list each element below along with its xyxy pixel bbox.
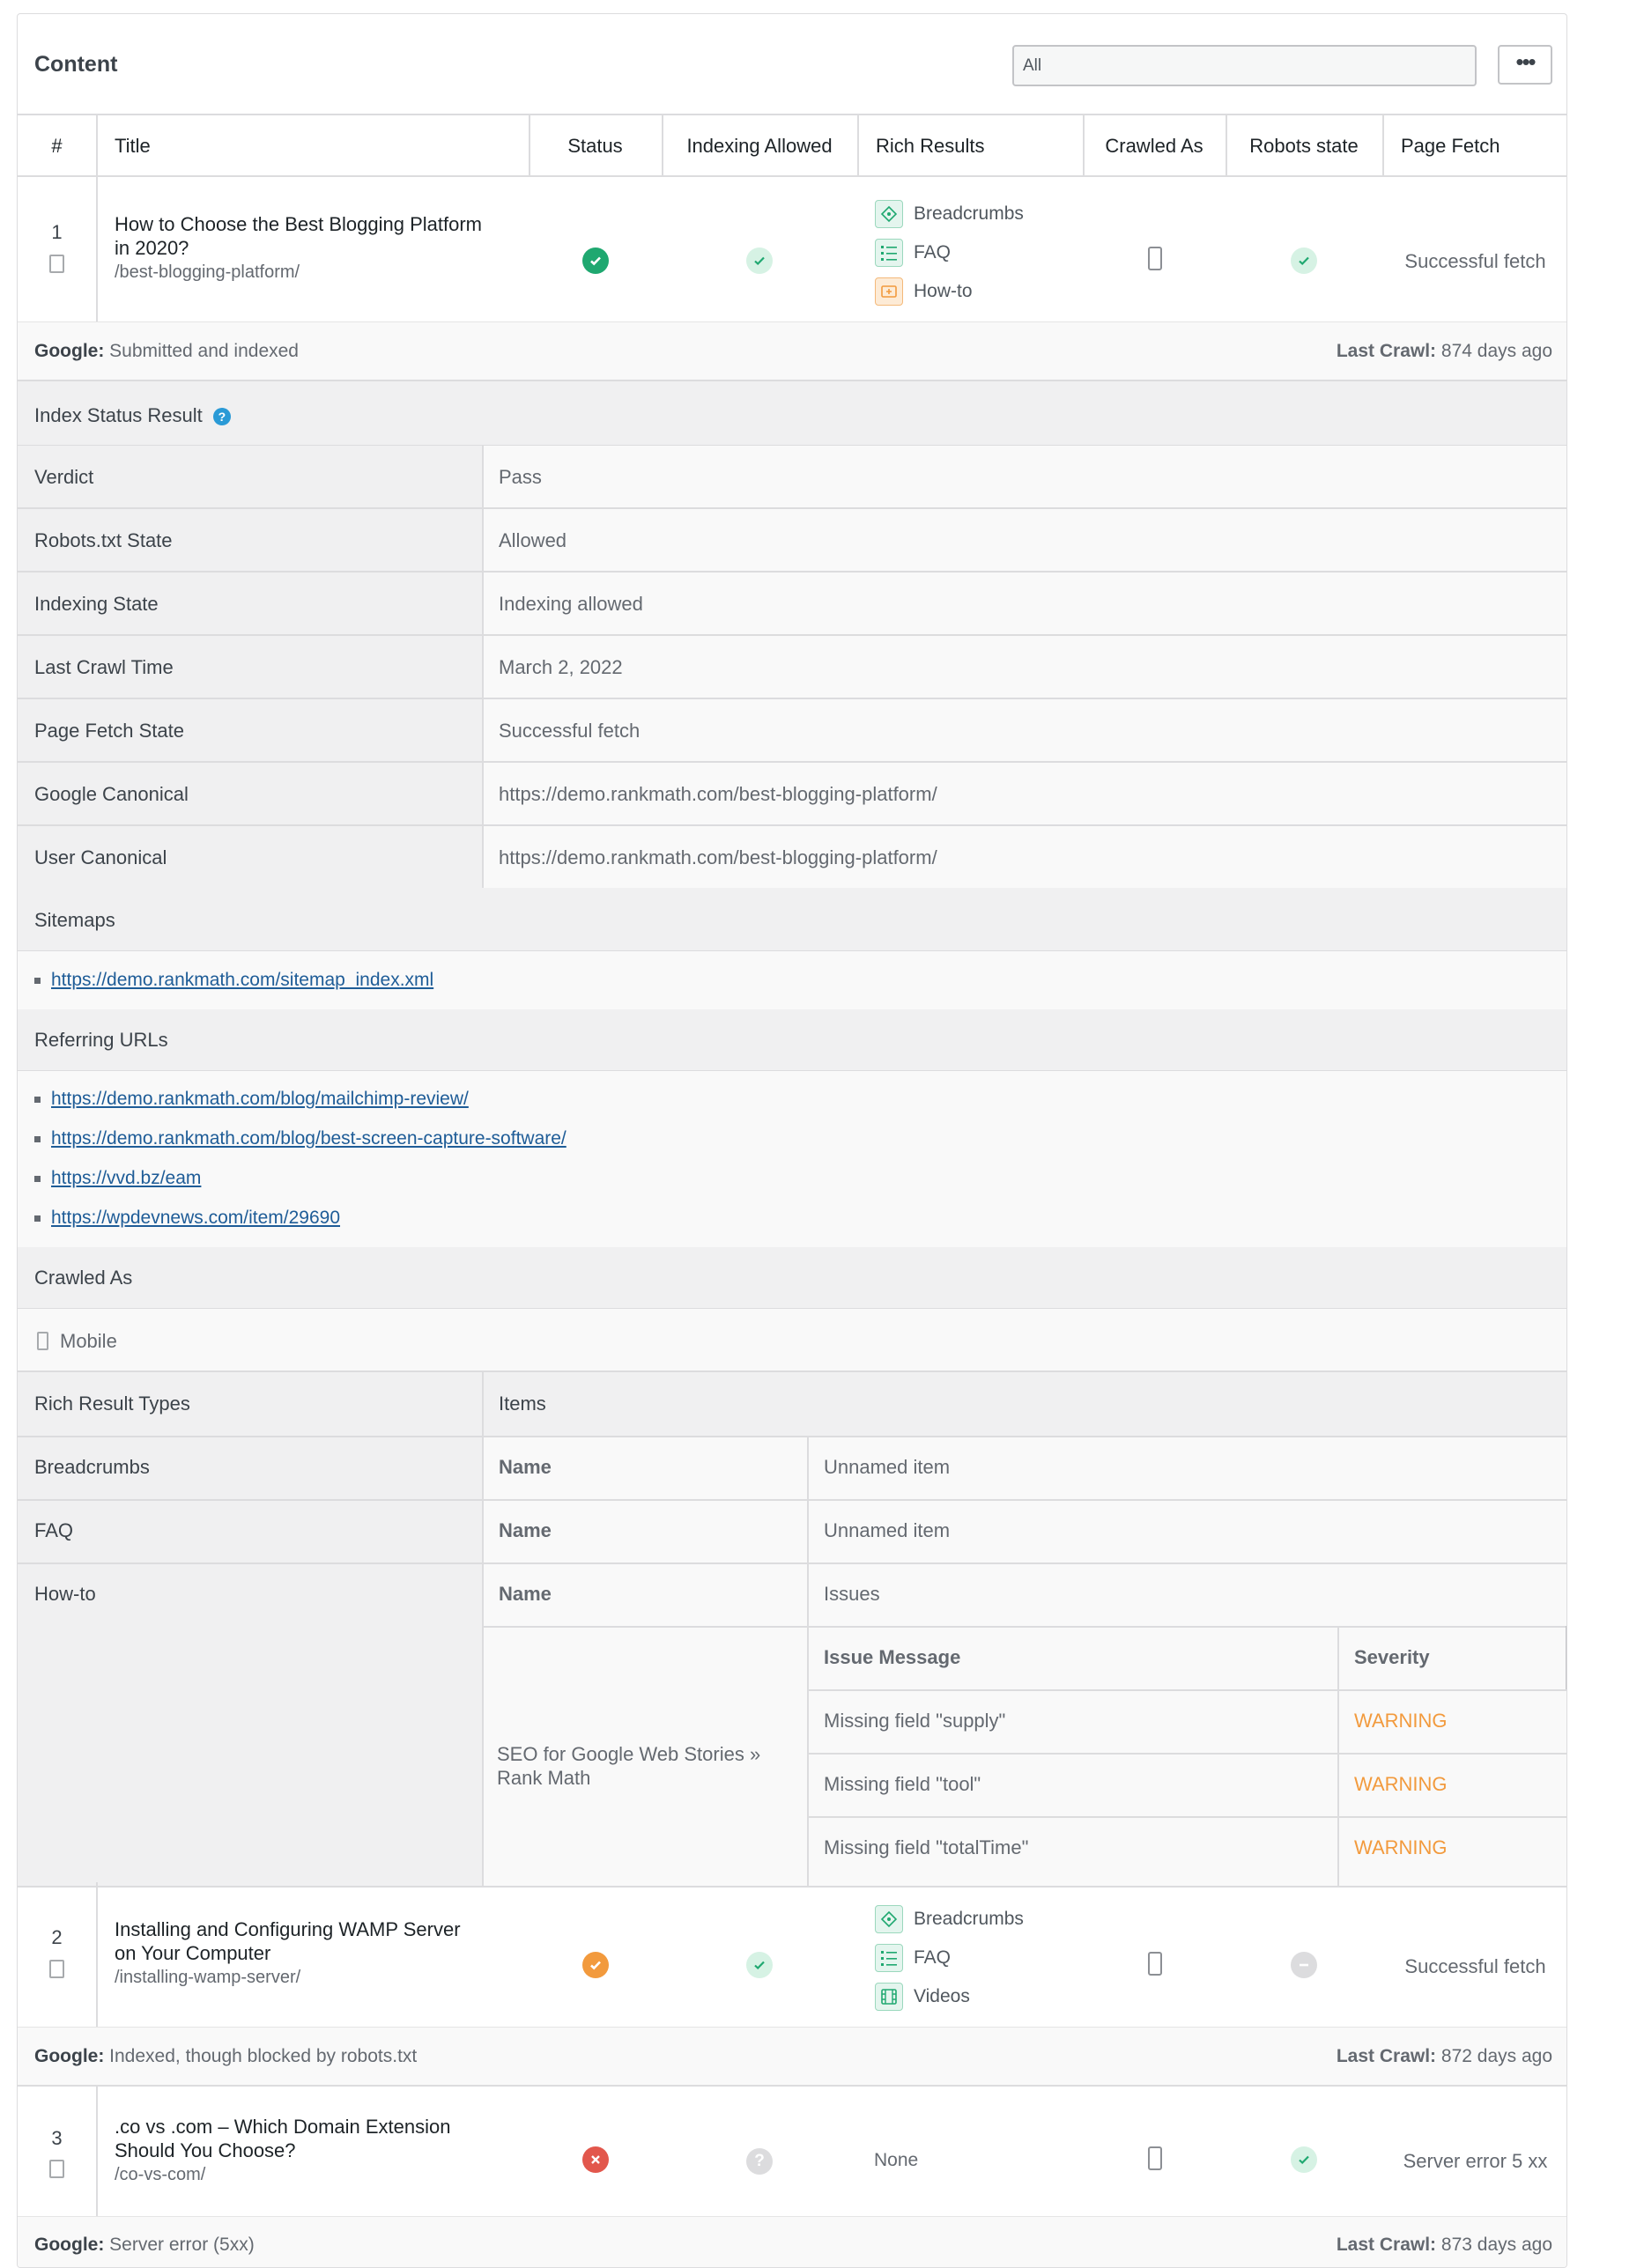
indexing-allowed-check-icon	[746, 247, 773, 274]
post-path: /co-vs-com/	[115, 2165, 206, 2184]
last-crawl	[1337, 2046, 1552, 2067]
content-panel	[17, 13, 1567, 2268]
post-title-line: Should You Choose?	[115, 2139, 296, 2161]
rich-type-label: Breadcrumbs	[34, 1456, 150, 1478]
post-title[interactable]	[115, 212, 520, 260]
video-icon	[875, 1983, 903, 2011]
rich-result-label: FAQ	[914, 242, 952, 262]
last-crawl-value: 874 days ago	[1440, 341, 1552, 361]
rich-type-label: FAQ	[34, 1519, 74, 1541]
page-fetch-value: Successful fetch	[1404, 1955, 1546, 1977]
field-label: Indexing State	[34, 593, 159, 615]
rich-result-label: Breadcrumbs	[914, 1909, 1024, 1929]
row-number: 1	[51, 221, 63, 243]
table-row[interactable]	[18, 1882, 1567, 2028]
field-value: https://demo.rankmath.com/best-blogging-platform/	[499, 783, 937, 805]
item-name-label: Name	[499, 1519, 552, 1541]
referring-url-item	[34, 1128, 567, 1149]
severity-badge: WARNING	[1354, 1773, 1448, 1795]
referring-url-link[interactable]: https://demo.rankmath.com/blog/mailchimp-review/	[51, 1089, 469, 1109]
google-status	[34, 2235, 255, 2256]
field-label: Google Canonical	[34, 783, 189, 805]
rich-result-item	[875, 1939, 1024, 1977]
last-crawl-value: 872 days ago	[1440, 2046, 1552, 2066]
severity-header: Severity	[1354, 1646, 1430, 1668]
row-number: 3	[51, 2127, 63, 2149]
rich-results-none: None	[874, 2150, 919, 2170]
table-row[interactable]	[18, 177, 1567, 322]
google-value: Server error (5xx)	[109, 2235, 255, 2255]
field-value: Allowed	[499, 529, 567, 551]
breadcrumbs-icon	[875, 200, 903, 228]
status-error-icon	[582, 2146, 609, 2173]
indexing-allowed-check-icon	[746, 1952, 773, 1978]
mobile-icon	[37, 1332, 48, 1350]
issue-message-header: Issue Message	[824, 1646, 961, 1668]
panel-header	[18, 14, 1566, 115]
google-status	[34, 2046, 417, 2067]
index-status-title-text: Index Status Result	[34, 404, 203, 426]
rich-type-label: How-to	[34, 1583, 96, 1605]
mobile-device-icon	[1148, 247, 1162, 270]
rich-result-item	[875, 233, 1024, 272]
field-value: March 2, 2022	[499, 656, 623, 678]
faq-list-icon	[875, 1944, 903, 1972]
issue-message: Missing field "supply"	[824, 1710, 1006, 1732]
question-mark-icon: ?	[746, 2148, 773, 2175]
issue-message: Missing field "totalTime"	[824, 1836, 1029, 1858]
sitemaps-list	[18, 951, 1567, 1009]
status-indexed-icon	[582, 247, 609, 274]
col-indexing-allowed[interactable]: Indexing Allowed	[686, 135, 833, 157]
severity-badge: WARNING	[1354, 1836, 1448, 1858]
google-status-strip	[18, 322, 1567, 380]
field-label: User Canonical	[34, 846, 167, 868]
field-value: Indexing allowed	[499, 593, 643, 615]
last-crawl	[1337, 341, 1552, 362]
field-value: Successful fetch	[499, 720, 641, 742]
table-row[interactable]	[18, 2085, 1567, 2217]
field-label: Last Crawl Time	[34, 656, 174, 678]
last-crawl-value: 873 days ago	[1440, 2235, 1552, 2255]
post-title[interactable]	[115, 2115, 520, 2162]
severity-badge: WARNING	[1354, 1710, 1448, 1732]
row-number: 2	[51, 1926, 63, 1948]
sitemaps-heading	[18, 888, 1567, 951]
rich-results-list	[875, 195, 1024, 311]
item-name-value: Issues	[824, 1583, 880, 1605]
referring-urls-heading	[18, 1009, 1567, 1071]
last-crawl-label: Last Crawl:	[1336, 2046, 1437, 2066]
robots-allowed-check-icon	[1291, 247, 1317, 274]
crawled-as-value: Mobile	[60, 1330, 117, 1352]
field-label: Verdict	[34, 466, 94, 488]
referring-url-link[interactable]: https://wpdevnews.com/item/29690	[51, 1208, 341, 1228]
rich-result-item	[875, 1977, 1024, 2016]
google-status-strip	[18, 2217, 1567, 2268]
robots-blocked-icon	[1291, 1952, 1317, 1978]
item-name-label: Name	[499, 1583, 552, 1605]
google-status-strip	[18, 2028, 1567, 2085]
field-value: https://demo.rankmath.com/best-blogging-platform/	[499, 846, 937, 868]
post-title-line: Installing and Configuring WAMP Server	[115, 1918, 461, 1940]
how-to-icon	[875, 277, 903, 306]
field-label: Robots.txt State	[34, 529, 173, 551]
crawled-as-value-row	[18, 1309, 1567, 1372]
col-page-fetch[interactable]: Page Fetch	[1401, 135, 1500, 157]
robots-allowed-check-icon	[1291, 2146, 1317, 2173]
mobile-device-icon	[1148, 1952, 1162, 1976]
rich-result-types-table	[18, 1372, 1567, 1888]
rich-result-item	[875, 195, 1024, 233]
post-path: /best-blogging-platform/	[115, 262, 300, 282]
referring-url-link[interactable]: https://demo.rankmath.com/blog/best-screen-capture-software/	[51, 1128, 567, 1149]
post-title-line: How to Choose the Best Blogging Platform	[115, 213, 483, 235]
howto-item-name: SEO for Google Web Stories » Rank Math	[497, 1743, 761, 1789]
referring-url-item	[34, 1168, 201, 1189]
field-value: Pass	[499, 466, 542, 488]
filter-select[interactable]	[1012, 45, 1477, 86]
table-header	[18, 115, 1567, 177]
col-rich-results[interactable]: Rich Results	[876, 135, 985, 157]
page-fetch-value: Server error 5 xx	[1403, 2150, 1548, 2172]
items-title: Items	[499, 1393, 546, 1415]
google-status	[34, 341, 299, 362]
page-fetch-value: Successful fetch	[1404, 250, 1546, 272]
rich-result-label: How-to	[914, 281, 973, 301]
indexing-unknown-icon	[746, 2148, 773, 2175]
referring-url-item	[34, 1208, 340, 1229]
help-icon[interactable]: ?	[213, 408, 231, 425]
index-status-title	[34, 404, 231, 427]
last-crawl-label: Last Crawl:	[1336, 341, 1437, 361]
item-name-label: Name	[499, 1456, 552, 1478]
rich-result-item	[875, 272, 1024, 311]
google-value: Submitted and indexed	[109, 341, 299, 361]
col-crawled-as[interactable]: Crawled As	[1105, 135, 1203, 157]
item-name-value: Unnamed item	[824, 1519, 951, 1541]
google-label: Google:	[34, 2235, 105, 2255]
faq-list-icon	[875, 239, 903, 267]
mobile-device-icon	[1148, 2146, 1162, 2170]
more-options-button[interactable]: •••	[1498, 45, 1552, 85]
col-number[interactable]: #	[51, 135, 63, 157]
referring-urls-list	[18, 1071, 1567, 1247]
col-title[interactable]: Title	[115, 135, 151, 157]
rich-result-label: Breadcrumbs	[914, 203, 1024, 224]
crawled-as-heading	[18, 1247, 1567, 1309]
field-label: Page Fetch State	[34, 720, 184, 742]
post-title-line: in 2020?	[115, 237, 189, 259]
post-path: /installing-wamp-server/	[115, 1968, 301, 1987]
status-warning-icon	[582, 1952, 609, 1978]
google-label: Google:	[34, 2046, 105, 2066]
page-icon	[49, 2160, 64, 2178]
breadcrumbs-icon	[875, 1905, 903, 1933]
col-status[interactable]: Status	[567, 135, 623, 157]
google-label: Google:	[34, 341, 105, 361]
col-robots-state[interactable]: Robots state	[1249, 135, 1359, 157]
index-status-table	[18, 446, 1567, 904]
rich-types-title: Rich Result Types	[34, 1393, 190, 1415]
referring-url-item	[34, 1089, 469, 1110]
page-icon	[49, 255, 64, 273]
rich-results-list	[875, 1900, 1024, 2016]
sitemaps-title: Sitemaps	[34, 909, 115, 931]
crawled-as-title: Crawled As	[34, 1267, 133, 1289]
rich-result-label: Videos	[914, 1986, 970, 2006]
item-name-value: Unnamed item	[824, 1456, 951, 1478]
panel-title: Content	[34, 52, 118, 77]
sitemap-item	[34, 970, 433, 991]
referring-url-link[interactable]: https://vvd.bz/eam	[51, 1168, 202, 1188]
google-value: Indexed, though blocked by robots.txt	[109, 2046, 418, 2066]
sitemap-link[interactable]: https://demo.rankmath.com/sitemap_index.xml	[51, 970, 434, 990]
last-crawl	[1337, 2235, 1552, 2256]
issue-message: Missing field "tool"	[824, 1773, 981, 1795]
referring-urls-title: Referring URLs	[34, 1029, 168, 1051]
post-title-line: .co vs .com – Which Domain Extension	[115, 2116, 451, 2138]
last-crawl-label: Last Crawl:	[1336, 2235, 1437, 2255]
page-icon	[49, 1960, 64, 1978]
rich-result-label: FAQ	[914, 1947, 952, 1968]
rich-result-item	[875, 1900, 1024, 1939]
post-title-line: on Your Computer	[115, 1942, 271, 1964]
post-title[interactable]	[115, 1917, 520, 1965]
index-status-heading	[18, 380, 1567, 446]
